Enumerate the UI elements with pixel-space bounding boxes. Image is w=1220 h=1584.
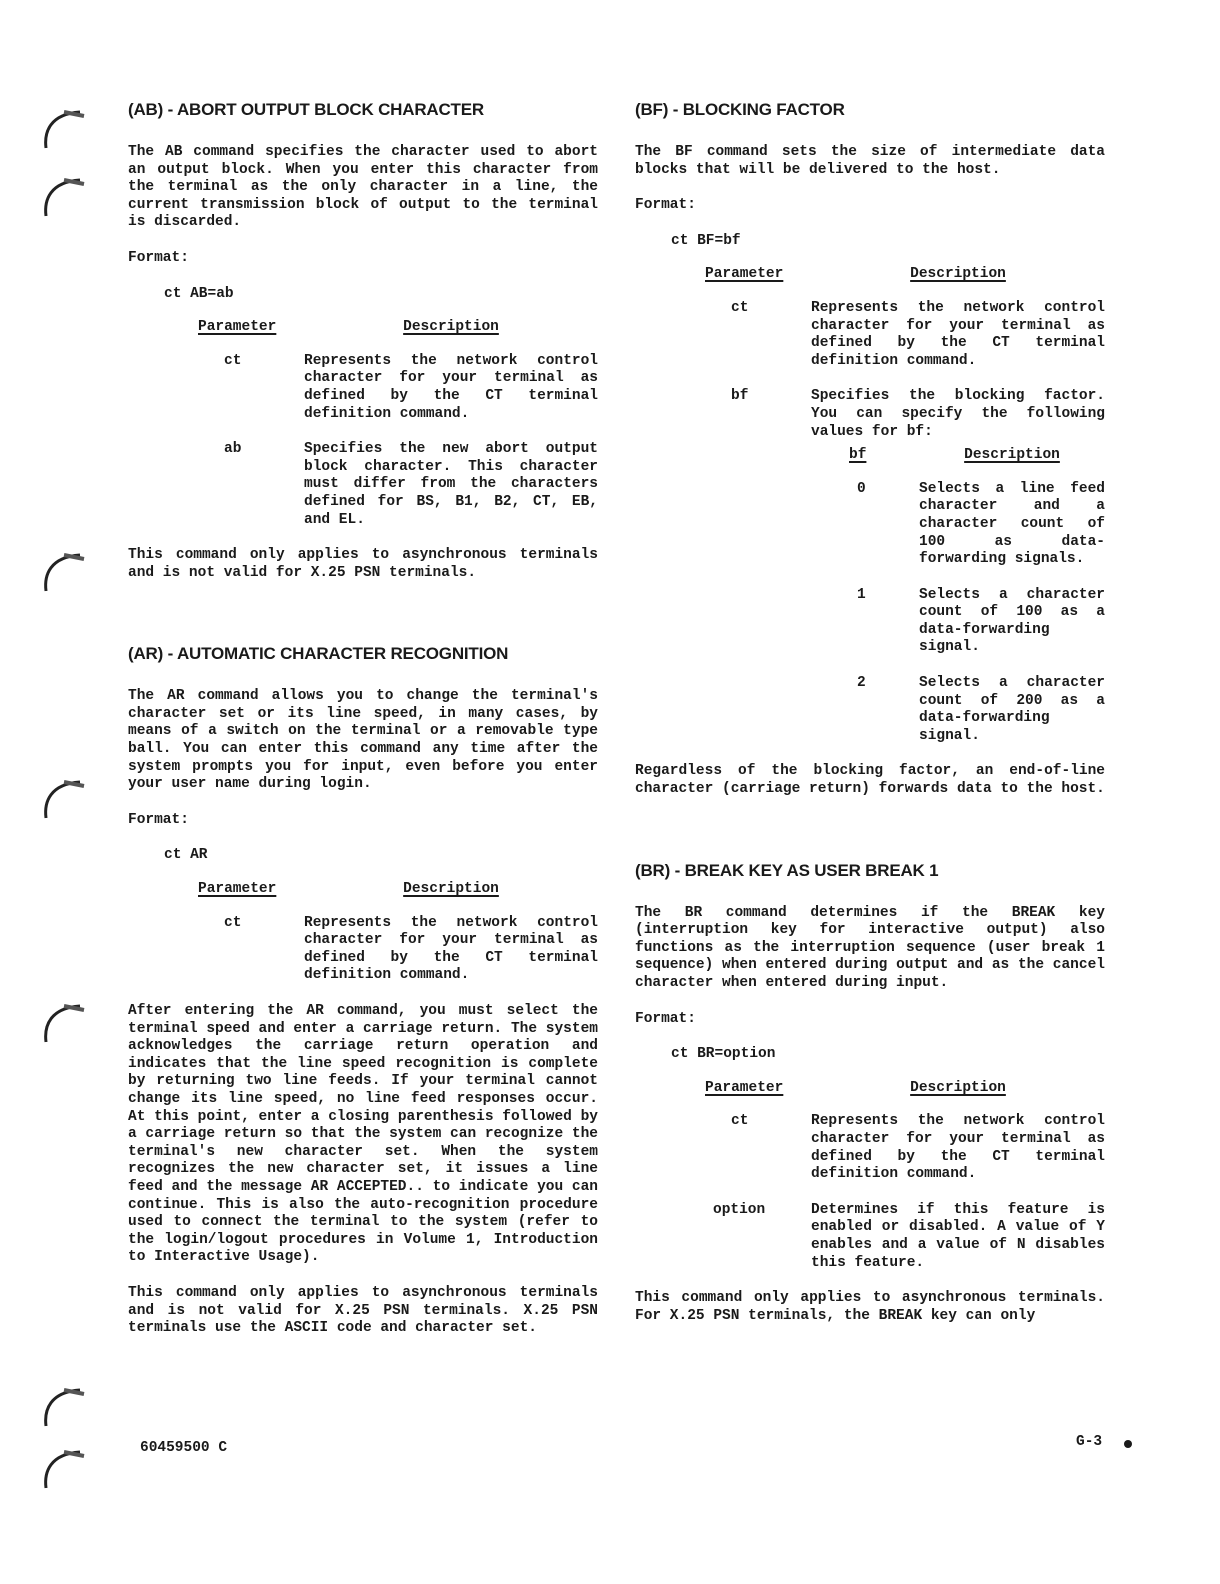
format-syntax: ct BF=bf [671,232,741,249]
br-section [635,861,1105,1326]
parameter-row [198,353,598,423]
parameter-table-header [198,881,598,899]
parameter-name: bf [731,388,749,405]
description-column-header: Description [910,1079,1006,1096]
format-syntax: ct AB=ab [164,285,234,302]
value-name: 0 [857,480,866,497]
parameter-description: Represents the network control character for your terminal as defined by the CT terminal definition command. [304,914,598,984]
value-description: Selects a character count of 100 as a data-forwarding signal. [919,586,1105,656]
format-label: Format: [128,811,189,828]
parameter-name: ct [224,914,242,931]
parameter-table [198,319,598,529]
parameter-row [705,1113,1105,1183]
section-intro: The AR command allows you to change the terminal's character set or its line speed, in many cases, by means of a switch on the terminal or a removable type ball. You can enter this command any time after the system prompts you for input, even before you enter your user name during login. [128,688,598,793]
parameter-table-header [705,1080,1105,1098]
format-label: Format: [635,197,696,214]
section-note: This command only applies to asynchronous terminals. For X.25 PSN terminals, the BREAK key can only [635,1290,1105,1324]
parameter-name: ct [224,352,242,369]
value-table [849,447,1105,745]
parameter-table [705,1080,1105,1272]
value-description: Selects a character count of 200 as a data-forwarding signal. [919,675,1105,744]
parameter-description: Specifies the blocking factor. You can specify the following values for bf: [811,388,1105,440]
binder-hole-mark [40,996,88,1044]
left-column [128,100,598,1356]
page-number: G-3 [1076,1434,1103,1450]
ar-section [128,644,598,1337]
parameter-description: Represents the network control character for your terminal as defined by the CT terminal definition command. [811,299,1105,369]
parameter-table-header [198,319,598,337]
format-label: Format: [635,1010,696,1027]
value-description-header: Description [964,447,1060,464]
value-row [849,675,1105,745]
section-note: This command only applies to asynchronous terminals and is not valid for X.25 PSN terminals. X.25 PSN terminals use the ASCII code and character set. [128,1284,598,1337]
value-name: 2 [857,675,866,692]
section-intro: The BR command determines if the BREAK key (interruption key for interactive output) also functions as the interruption sequence (user break 1 sequence) when entered during output and as the cancel character when entered during input. [635,904,1105,991]
value-row [849,587,1105,657]
format-syntax: ct AR [164,847,208,864]
value-description: Selects a line feed character and a character count of 100 as data-forwarding signals. [919,480,1105,568]
parameter-table-header [705,266,1105,284]
binder-hole-mark [40,545,88,593]
section-heading: (AB) - ABORT OUTPUT BLOCK CHARACTER [128,100,484,119]
parameter-description: Represents the network control character for your terminal as defined by the CT terminal definition command. [304,352,598,422]
parameter-row [705,1202,1105,1272]
section-heading: (BF) - BLOCKING FACTOR [635,100,845,119]
parameter-column-header: Parameter [198,881,277,898]
binder-hole-mark [40,1380,88,1428]
format-syntax: ct BR=option [671,1046,776,1063]
binder-hole-mark [40,170,88,218]
binder-hole-mark [40,772,88,820]
description-column-header: Description [910,266,1006,283]
section-note: This command only applies to asynchronous terminals and is not valid for X.25 PSN terminals. [128,547,598,581]
document-number: 60459500 C [140,1440,228,1456]
value-column-header: bf [849,447,867,464]
section-body: After entering the AR command, you must select the terminal speed and enter a carriage return. The system acknowledges the carriage return operation and indicates that the line speed recognition is complete by returning two line feeds. If your terminal cannot change its line speed, no line feed responses occur. At this point, enter a closing parenthesis followed by a carriage return so that the system can recognize the terminal's new character set. When the system recognizes the new character set, it issues a line feed and the message AR ACCEPTED.. to indicate you can continue. This is also the auto-recognition procedure used to connect the terminal to the system (refer to the login/logout procedures in Volume 1, Introduction to Interactive Usage). [128,1003,598,1266]
ab-section [128,100,598,582]
description-column-header: Description [403,881,499,898]
parameter-table [705,266,1105,745]
section-note: Regardless of the blocking factor, an end-of-line character (carriage return) forwards data to the host. [635,763,1105,798]
section-heading: (BR) - BREAK KEY AS USER BREAK 1 [635,860,939,880]
binder-hole-mark [40,102,88,150]
section-intro: The BF command sets the size of intermediate data blocks that will be delivered to the host. [635,144,1105,178]
format-label: Format: [128,249,189,266]
parameter-row [198,441,598,529]
value-table-header [849,447,1105,465]
parameter-description: Determines if this feature is enabled or disabled. A value of Y enables and a value of N disables this feature. [811,1201,1105,1271]
bf-section [635,100,1105,799]
value-name: 1 [857,586,866,603]
parameter-name: ab [224,441,242,458]
parameter-name: ct [731,299,749,316]
parameter-description: Represents the network control character for your terminal as defined by the CT terminal definition command. [811,1113,1105,1183]
value-row [849,481,1105,569]
right-column [635,100,1105,1343]
section-heading: (AR) - AUTOMATIC CHARACTER RECOGNITION [128,644,509,664]
parameter-column-header: Parameter [198,319,277,336]
parameter-table [198,881,598,985]
description-column-header: Description [403,319,499,336]
section-intro: The AB command specifies the character used to abort an output block. When you enter this character from the terminal as the only character in a line, the current transmission block of output to the terminal is discarded. [128,144,598,231]
parameter-name: option [713,1201,766,1218]
binder-hole-mark [40,1442,88,1490]
parameter-column-header: Parameter [705,266,784,283]
page-bullet-mark [1124,1440,1132,1448]
parameter-row [198,915,598,985]
parameter-row [705,388,1105,441]
parameter-row [705,300,1105,370]
parameter-column-header: Parameter [705,1079,784,1096]
parameter-description: Specifies the new abort output block character. This character must differ from the characters defined for BS, B1, B2, CT, EB, and EL. [304,441,598,528]
parameter-name: ct [731,1113,749,1130]
